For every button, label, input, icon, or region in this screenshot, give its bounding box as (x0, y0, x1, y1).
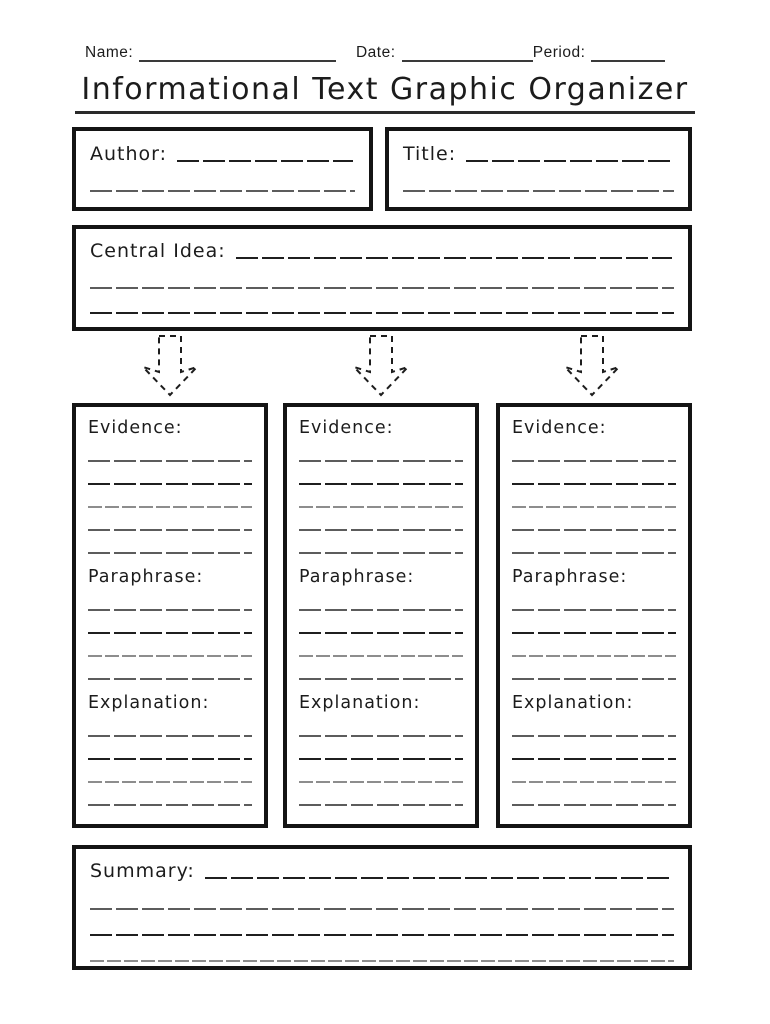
write-line (88, 804, 252, 806)
down-arrow-icon (563, 334, 621, 398)
write-line (299, 655, 463, 657)
write-line (512, 735, 676, 737)
summary-extra-lines (90, 908, 674, 962)
evidence-column-3 (496, 403, 692, 828)
author-box (72, 127, 373, 211)
write-line (88, 460, 252, 462)
evidence-label: Evidence: (88, 418, 183, 438)
explanation-lines (512, 735, 676, 806)
write-line (299, 804, 463, 806)
write-line (512, 758, 676, 760)
write-line (88, 483, 252, 485)
down-arrow-icon (352, 334, 410, 398)
evidence-lines (299, 460, 463, 554)
write-line (299, 529, 463, 531)
paraphrase-label: Paraphrase: (512, 567, 628, 587)
name-label: Name: (85, 44, 134, 61)
write-line (512, 655, 676, 657)
explanation-label: Explanation: (299, 693, 421, 713)
write-line (88, 529, 252, 531)
write-line (512, 483, 676, 485)
author-label: Author: (90, 143, 168, 165)
write-line (88, 735, 252, 737)
write-line (512, 506, 676, 508)
write-line (299, 552, 463, 554)
write-line (512, 632, 676, 634)
page-title-wrap (0, 72, 770, 114)
write-line (299, 781, 463, 783)
explanation-label: Explanation: (88, 693, 210, 713)
evidence-column-1 (72, 403, 268, 828)
write-line (299, 632, 463, 634)
central-idea-box (72, 225, 692, 331)
explanation-lines (88, 735, 252, 806)
write-line (90, 287, 674, 289)
paraphrase-label: Paraphrase: (299, 567, 415, 587)
explanation-label: Explanation: (512, 693, 634, 713)
write-line (88, 655, 252, 657)
write-line (88, 781, 252, 783)
write-line (88, 552, 252, 554)
paraphrase-lines (299, 609, 463, 680)
evidence-column-2 (283, 403, 479, 828)
evidence-label: Evidence: (512, 418, 607, 438)
title-blank-line (466, 160, 672, 162)
summary-box (72, 845, 692, 970)
write-line (88, 678, 252, 680)
paraphrase-lines (88, 609, 252, 680)
period-blank-line (591, 44, 665, 62)
down-arrow-icon (141, 334, 199, 398)
write-line (90, 934, 674, 936)
central-idea-blank-line (236, 257, 672, 259)
write-line (88, 506, 252, 508)
central-idea-extra-lines (90, 287, 674, 314)
write-line (512, 804, 676, 806)
explanation-lines (299, 735, 463, 806)
write-line (512, 609, 676, 611)
date-label: Date: (355, 44, 396, 61)
write-line (299, 678, 463, 680)
summary-label: Summary: (90, 860, 195, 882)
write-line (88, 609, 252, 611)
write-line (88, 758, 252, 760)
write-line (90, 190, 355, 192)
write-line (299, 735, 463, 737)
header-fill-in-row (85, 44, 665, 62)
title-box-label: Title: (403, 143, 457, 165)
write-line (90, 960, 674, 962)
write-line (88, 632, 252, 634)
author-blank-line (177, 160, 353, 162)
title-box (385, 127, 692, 211)
write-line (512, 460, 676, 462)
write-line (299, 460, 463, 462)
write-line (299, 483, 463, 485)
evidence-label: Evidence: (299, 418, 394, 438)
write-line (512, 529, 676, 531)
name-blank-line (139, 44, 336, 62)
page-title: Informational Text Graphic Organizer (75, 72, 694, 114)
paraphrase-lines (512, 609, 676, 680)
write-line (299, 758, 463, 760)
evidence-lines (512, 460, 676, 554)
summary-blank-line (205, 877, 672, 879)
evidence-lines (88, 460, 252, 554)
period-label: Period: (532, 44, 586, 61)
write-line (299, 506, 463, 508)
write-line (90, 312, 674, 314)
paraphrase-label: Paraphrase: (88, 567, 204, 587)
author-extra-lines (90, 190, 355, 192)
write-line (299, 609, 463, 611)
write-line (90, 908, 674, 910)
write-line (512, 781, 676, 783)
write-line (512, 552, 676, 554)
central-idea-label: Central Idea: (90, 240, 226, 262)
write-line (512, 678, 676, 680)
title-extra-lines (403, 190, 674, 192)
write-line (403, 190, 674, 192)
date-blank-line (402, 44, 533, 62)
